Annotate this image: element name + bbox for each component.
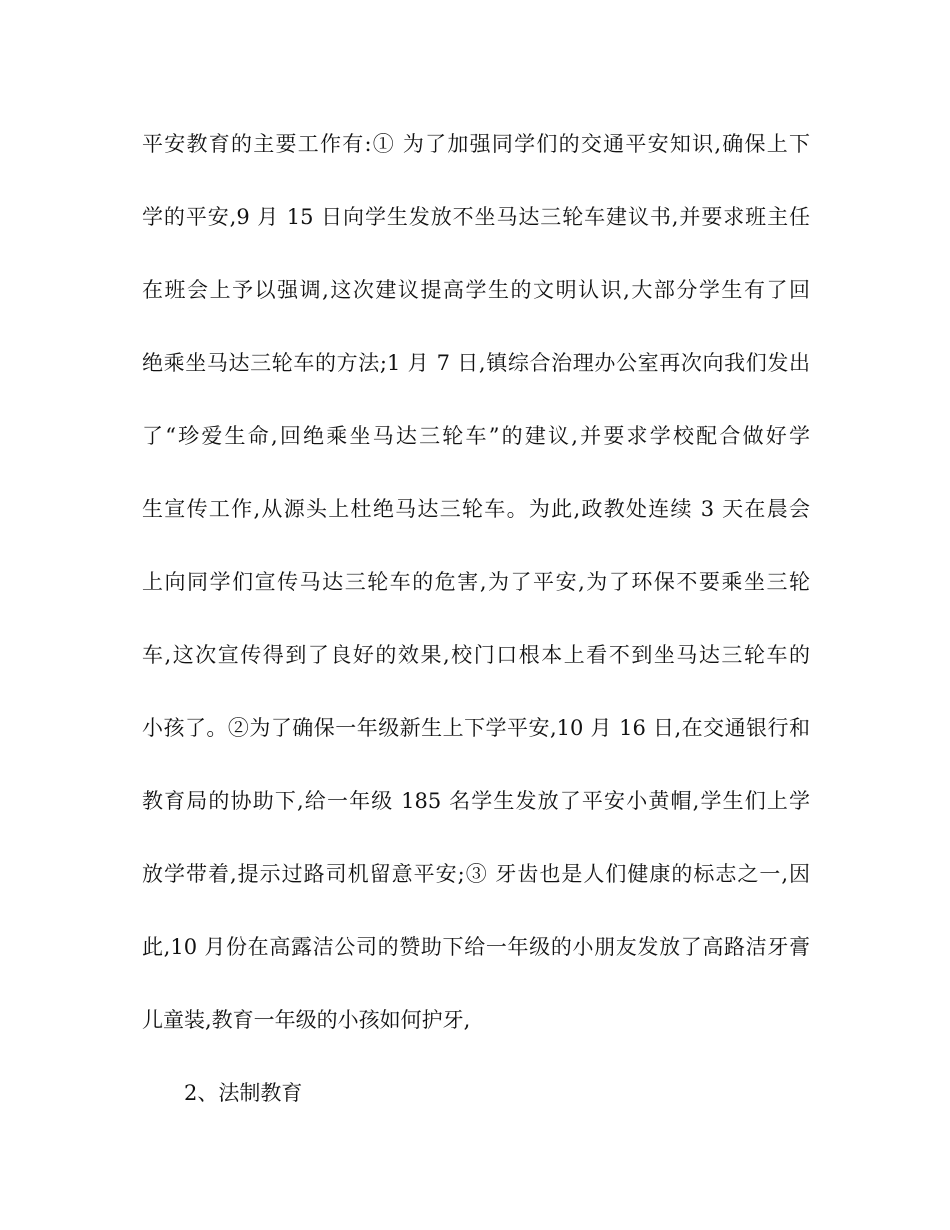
paragraph-line-12: 此,10 月份在高露洁公司的赞助下给一年级的小朋友发放了高路洁牙膏 <box>142 935 810 959</box>
paragraph-line-6: 生宣传工作,从源头上杜绝马达三轮车。为此,政教处连续 3 天在晨会 <box>142 497 810 521</box>
document-body <box>142 122 810 1115</box>
section-heading: 2、法制教育 <box>184 1081 303 1105</box>
paragraph-line-4: 绝乘坐马达三轮车的方法;1 月 7 日,镇综合治理办公室再次向我们发出 <box>142 351 810 375</box>
paragraph-line-1: 平安教育的主要工作有:① 为了加强同学们的交通平安知识,确保上下 <box>142 132 810 156</box>
paragraph-line-11: 放学带着,提示过路司机留意平安;③ 牙齿也是人们健康的标志之一,因 <box>142 862 810 886</box>
paragraph-line-9: 小孩了。②为了确保一年级新生上下学平安,10 月 16 日,在交通银行和 <box>142 716 810 740</box>
paragraph-line-3: 在班会上予以强调,这次建议提高学生的文明认识,大部分学生有了回 <box>142 278 810 302</box>
paragraph-line-7: 上向同学们宣传马达三轮车的危害,为了平安,为了环保不要乘坐三轮 <box>142 570 810 594</box>
paragraph-line-8: 车,这次宣传得到了良好的效果,校门口根本上看不到坐马达三轮车的 <box>142 643 810 667</box>
paragraph-line-10: 教育局的协助下,给一年级 185 名学生发放了平安小黄帽,学生们上学 <box>142 789 810 813</box>
paragraph-line-13: 儿童装,教育一年级的小孩如何护牙, <box>142 1008 471 1032</box>
paragraph-line-5: 了“珍爱生命,回绝乘坐马达三轮车”的建议,并要求学校配合做好学 <box>142 424 810 448</box>
paragraph-line-2: 学的平安,9 月 15 日向学生发放不坐马达三轮车建议书,并要求班主任 <box>142 205 810 229</box>
